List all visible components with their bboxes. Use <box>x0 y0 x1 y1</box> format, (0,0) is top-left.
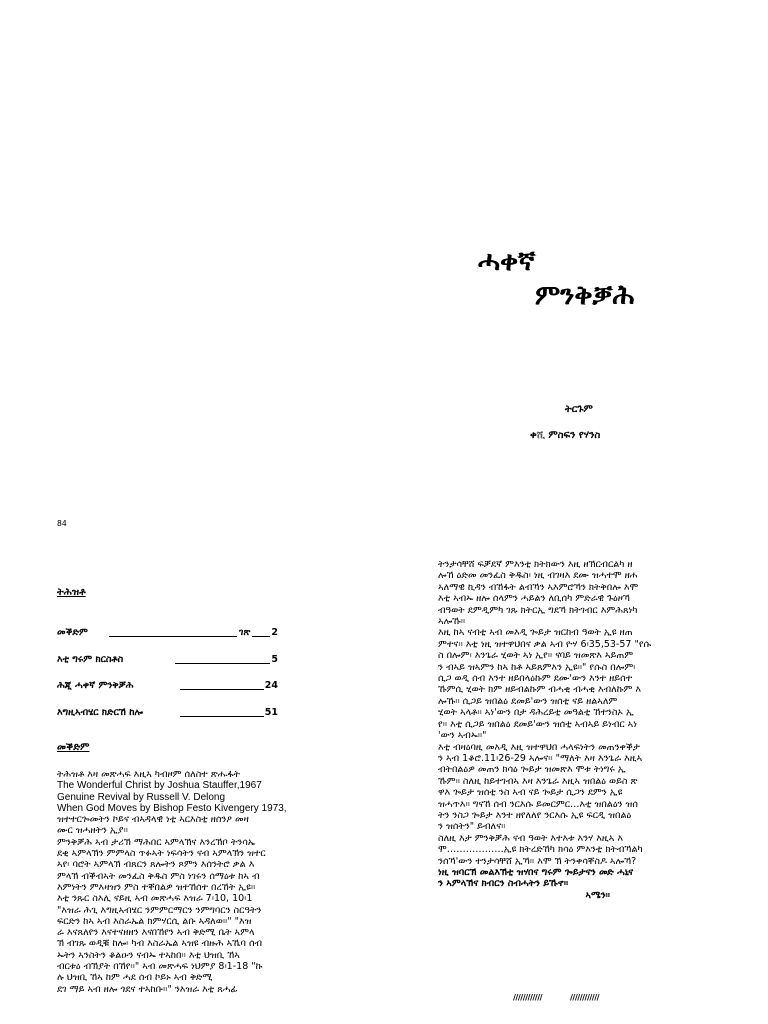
text-line: ሞ………………ኢዩ ክትረድኸካ ክሳዕ ምእንቲ ክትብኻልካ <box>438 844 643 856</box>
text-line: እቲ ብዛዕባዚ መእዲ እዚ ዝተዋህበ ሓላፍነትን መጠንቀቕታ <box>438 741 640 753</box>
text-line: ሎኸ ዕድመ መንፈስ ቅዱስ፡ ነዚ ብገዛእ ደሙ ዝሓተሞ ዘሐ <box>438 570 638 582</box>
text-line: 'ውን ኣብኡ።" <box>438 730 487 742</box>
intro-text <box>57 769 327 995</box>
text-line: ሙር ዝሓዘትን ኢያ። <box>57 825 128 837</box>
toc-entry-page: 51 <box>264 707 278 718</box>
toc-heading: ትሕዝቶ <box>57 587 86 598</box>
text-line: ን ኣብ 1ቆሮ.11፡26-29 ኣሎና። "ማለት እዛ እንጌራ እዚኣ <box>438 752 643 764</box>
toc-entry-label: ሕጂ ሓቀኛ ምንቅቓሕ <box>57 680 134 691</box>
toc-page-word: ገጽ <box>239 627 251 638</box>
toc-entry-label: እግዚኣብሄር ክድርኸ ከሎ <box>57 707 144 718</box>
text-line: ን ብኣይ ዝኣምን ከኣ ከቶ ኣይጸምእን ኢዩ።" የሱስ በሎም፡ <box>438 661 636 673</box>
text-line: ኣሎኹ። <box>438 616 466 628</box>
text-line: እቲ ኣብኡ ዘሎ ሰላምን ሓይልን ለቢሰካ ምድራዊ ጉዕዞኻ <box>438 593 630 605</box>
text-line: ኣየ፡ ባሮት ኣምላኽ ብጸርን ጸሎትን ጾምን እሰንትሮ ቃል እ <box>57 859 255 871</box>
toc-entry[interactable] <box>57 651 278 665</box>
intro-heading: መቕድም <box>57 742 90 753</box>
toc-entry[interactable] <box>57 624 278 638</box>
text-line: ትንታሳቸሸ ፍቓደኛ ምእንቲ ክትክውን እዚ ዘኽርብርልካ ዘ <box>438 559 633 570</box>
text-line: ሎኹ። ሲጋይ ዝበልዕ ደመይ'ውን ዝሰቲ ናይ ዘልኣለም <box>438 695 618 707</box>
toc-entry-page: 5 <box>271 654 278 665</box>
book-title-line-1: ሓቀኛ <box>478 246 536 277</box>
text-line: ስለዚ እታ ምንቅቓሕ ናብ ዓወት እተእቱ እንሃ እዚኣ እ <box>438 832 623 844</box>
text-line: ራ እናጸለየን እናተናዘዘን እናበኸየን ኣብ ቅድሚ ቤት ኣምላ <box>57 927 255 939</box>
text-line: ሉ ህዝቢ ኸኣ ከም ሓደ ሰብ ኮይኑ ኣብ ቅድሚ <box>57 972 213 984</box>
text-line: ደገ ማይ ኣብ ዘሎ ጎደና ተኣከቡ።" ንእዝራ እቲ ጸሓፊ <box>57 983 238 995</box>
text-line: ምንቅቓሕ ኣብ ታሪኽ ማሕበር ኣምላኽና እንረኽቦ ትንሳኤ <box>57 836 255 848</box>
text-line: ምላኽ ብቕብኣት መንፈስ ቅዱስ ምስ ነገሩን ሰማዕቱ ከኣ ብ <box>57 870 260 882</box>
byline-name: ቀሺ ምስፍን የሃንስ <box>530 430 601 441</box>
page-number: 84 <box>57 519 67 528</box>
text-line: The Wonderful Christ by Joshua Stauffer,1967 <box>57 780 262 792</box>
text-line: ኣለማዊ ኪዳን ብኸፋት ልብኻን ኣእምሮኻን ክትቅበሎ እሞ <box>438 581 639 593</box>
text-line: When God Moves by Bishop Festo Kivengery 1973, <box>57 802 287 814</box>
text-line: ን ዝሰትን" ይብለና። <box>438 821 506 833</box>
text-line: "እዝራ ሕጊ እግዚኣብሄር ንምምርማርን ንምግባርን ስርዓትን <box>57 904 262 916</box>
text-line: ን ኣምላኽና ክብርን ስብሓትን ይኹኖ። <box>438 878 569 890</box>
text-line: ፍርድን ከኣ ኣብ እስራኤል ክምሃርሲ ልቡ ኣዳለወ።" "እዝ <box>57 915 252 927</box>
text-line: ሂወት ኣላቶ። ኣነ'ውን በታ ዳሕረይቲ መዓልቲ ኸተንስኦ ኢ <box>438 707 634 719</box>
footer-divider-left: //////////// <box>513 993 543 1002</box>
toc-entry-label: እቲ ግሩም ክርስቶስ <box>57 654 124 665</box>
text-line: ብትበልዕዎ መጠን ክሳዕ ጐይታ ዝመጽእ ሞቱ ትነግሩ ኢ <box>438 764 626 776</box>
text-line: ንሰኻ'ውን ተንታሳቸሸ ኢኻ። እሞ ኽ ትንቀሳቐስዶ ኣሎኻ? <box>438 855 637 867</box>
text-line: ዝሓጥእ። ግናኸ ሰብ ንርእሱ ይመርምር…እቲ ዝበልዕን ዝሰ <box>438 798 638 810</box>
toc-entry-page: 2 <box>271 627 278 638</box>
text-line: ነዚ ዝባርኽ መልእኽቲ ዝሃበና ግሩም ጐይታናን መድ ሓኒና <box>438 866 634 878</box>
text-line: እምነትን ምእዛዝን ምስ ተቐበልዎ ዝተኸሰተ በረኸት ኢዩ። <box>57 881 256 893</box>
toc-entry-page: 24 <box>264 680 278 691</box>
text-line: ኹም። ስለዚ ከይተገብኣ እዛ እንጌራ እዚኣ ዝበልዕ ወይስ ጽ <box>438 775 638 787</box>
byline-role: ትርጉም <box>565 404 593 415</box>
text-line: ትን ንስጋ ጐይታ እንተ ዘየለለየ ንርእሱ ኢዩ ፍርዲ ዝበልዕ <box>438 809 632 821</box>
text-line: ብዓወት ደምዲምካ ገጹ ክትርኢ ግደኻ ክትገብር እምሕጸነካ <box>438 604 638 616</box>
amen-line: ኣሜን። <box>585 889 610 901</box>
text-line: ስ በሎም፡ እንጌራ ሂወት ኣነ ኢየ። ናባይ ዝመጽእ ኣይጠም <box>438 650 634 662</box>
text-line: ብርቱዕ ብኽያት በኸየ።" ኣብ መጽሓፍ ነህምያ 8፡1-18 "ኩ <box>57 961 263 973</box>
toc-entry[interactable] <box>57 677 278 691</box>
text-line: ኽ ብገጹ ወዲቑ ከሎ፡ ካብ እስራኤል ኣዝዩ ብዙሕ ኣኼባ ሰብ <box>57 938 263 950</box>
toc-leader-line <box>109 636 278 637</box>
text-line: ኹምሲ ሂወት ክም ዘይብልኩም ብሓቂ ብሓቂ እብለኩም እ <box>438 684 642 696</box>
toc-leader-line <box>175 663 278 664</box>
text-line: የ። እቲ ሲጋይ ዝበልዕ ደመይ'ውን ዝሰቲ ኣብኣይ ይነብር ኣነ <box>438 718 637 730</box>
text-line: ትሕዝቶ እዛ መጽሓፍ እዚኣ ካብዞም ሰለስተ ጽሑፋት <box>57 769 240 780</box>
text-line: ኡትን ኣንስትን ቆልዑን ናብኡ ተኣከበ። እቲ ህዝቢ ኸኣ <box>57 949 240 961</box>
text-line: እቲ ንጹር ስእሊ ናይዚ ኣብ መጽሓፍ እዝራ 7፡10, 10፡1 <box>57 893 253 905</box>
text-line: ዝተተርጐመትን ኮይና ብኣዳላዊ ነቲ ኣርእስቲ ዘሰንዖ መዛ <box>57 814 249 826</box>
text-line: ደቂ ኣምላኽን ምምላስ ጥፉኣት ነፍሳትን ናብ ኣምላኽን ዝተር <box>57 848 266 860</box>
footer-divider-right: //////////// <box>570 993 600 1002</box>
closing-text <box>438 559 710 901</box>
toc-entry-label: መቕድም <box>57 627 88 638</box>
text-line: እዚ ከኣ ናብቲ ኣብ መእዲ ጐይታ ዝርከብ ዓወት ኢዩ ዘጠ <box>438 627 633 639</box>
text-line: ምተና። እቲ ነዚ ዝተዋህበና ቃል ኣብ ዮሃ 6፡35,53-57 "የሱ <box>438 638 652 650</box>
book-title-line-2: ምንቅቓሕ <box>535 280 635 311</box>
text-line: Genuine Revival by Russell V. Delong <box>57 791 226 803</box>
text-line: ሲጋ ወዲ ሰብ እንተ ዘይበላዕኩም ደሙ'ውን እንተ ዘይሰተ <box>438 673 633 685</box>
text-line: ዋእ ጐይታ ዝሰቲ ንስ ኣብ ናይ ጐይታ ሲጋን ደምን ኢዩ <box>438 787 623 799</box>
toc-entry[interactable] <box>57 704 278 718</box>
